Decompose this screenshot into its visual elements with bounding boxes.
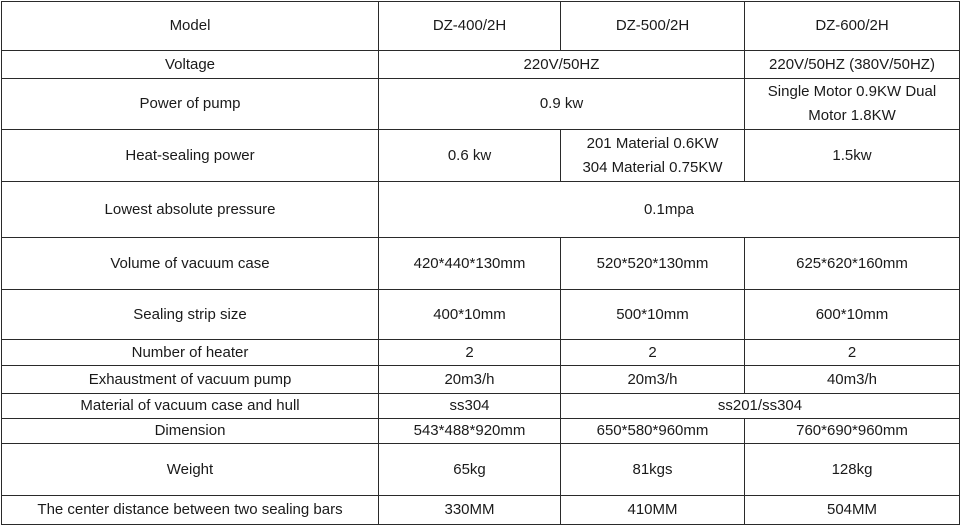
pressure-value-cell: 0.1mpa [379,182,960,238]
pump-power-common-cell: 0.9 kw [379,79,745,130]
distance-dz400-cell: 330MM [379,496,561,525]
weight-dz600-cell: 128kg [745,444,960,496]
table-row-model [2,2,960,51]
pump-power-dz600-line2: Motor 1.8KW [808,107,896,124]
heat-sealing-dz400-cell: 0.6 kw [379,130,561,182]
row-label-dimension: Dimension [2,419,379,444]
volume-dz400-cell: 420*440*130mm [379,238,561,290]
table-row-weight [2,444,960,496]
dimension-dz400-cell: 543*488*920mm [379,419,561,444]
table-row-volume [2,238,960,290]
exhaust-dz400-cell: 20m3/h [379,366,561,394]
heat-sealing-dz500-cell [561,130,745,182]
header-cell-model: Model [2,2,379,51]
table-row-material [2,394,960,419]
dimension-dz500-cell: 650*580*960mm [561,419,745,444]
heaters-dz600-cell: 2 [745,340,960,366]
row-label-pump-power: Power of pump [2,79,379,130]
voltage-common-cell: 220V/50HZ [379,51,745,79]
table-row-dimension [2,419,960,444]
table-row-strip [2,290,960,340]
table-row-pump-power [2,79,960,130]
row-label-heat-sealing: Heat-sealing power [2,130,379,182]
distance-dz500-cell: 410MM [561,496,745,525]
row-label-volume: Volume of vacuum case [2,238,379,290]
header-cell-dz500: DZ-500/2H [561,2,745,51]
strip-dz500-cell: 500*10mm [561,290,745,340]
volume-dz500-cell: 520*520*130mm [561,238,745,290]
table-row-heaters [2,340,960,366]
voltage-dz600-cell: 220V/50HZ (380V/50HZ) [745,51,960,79]
header-cell-dz600: DZ-600/2H [745,2,960,51]
pump-power-dz600-line1: Single Motor 0.9KW Dual [767,83,937,100]
pump-power-dz600-cell [745,79,960,130]
header-cell-dz400: DZ-400/2H [379,2,561,51]
table-row-voltage [2,51,960,79]
table-row-pressure [2,182,960,238]
row-label-weight: Weight [2,444,379,496]
dimension-dz600-cell: 760*690*960mm [745,419,960,444]
table-row-distance [2,496,960,525]
exhaust-dz600-cell: 40m3/h [745,366,960,394]
row-label-material: Material of vacuum case and hull [2,394,379,419]
row-label-heaters: Number of heater [2,340,379,366]
row-label-strip: Sealing strip size [2,290,379,340]
weight-dz400-cell: 65kg [379,444,561,496]
spec-table [1,1,960,525]
row-label-pressure: Lowest absolute pressure [2,182,379,238]
weight-dz500-cell: 81kgs [561,444,745,496]
table-row-heat-sealing [2,130,960,182]
exhaust-dz500-cell: 20m3/h [561,366,745,394]
material-others-cell: ss201/ss304 [561,394,960,419]
heaters-dz500-cell: 2 [561,340,745,366]
row-label-distance: The center distance between two sealing bars [2,496,379,525]
table-row-exhaust [2,366,960,394]
heat-sealing-dz500-line1: 201 Material 0.6KW [586,134,719,152]
heat-sealing-dz500-line2: 304 Material 0.75KW [582,158,723,176]
volume-dz600-cell: 625*620*160mm [745,238,960,290]
heaters-dz400-cell: 2 [379,340,561,366]
distance-dz600-cell: 504MM [745,496,960,525]
row-label-voltage: Voltage [2,51,379,79]
material-dz400-cell: ss304 [379,394,561,419]
row-label-exhaust: Exhaustment of vacuum pump [2,366,379,394]
strip-dz400-cell: 400*10mm [379,290,561,340]
heat-sealing-dz600-cell: 1.5kw [745,130,960,182]
strip-dz600-cell: 600*10mm [745,290,960,340]
